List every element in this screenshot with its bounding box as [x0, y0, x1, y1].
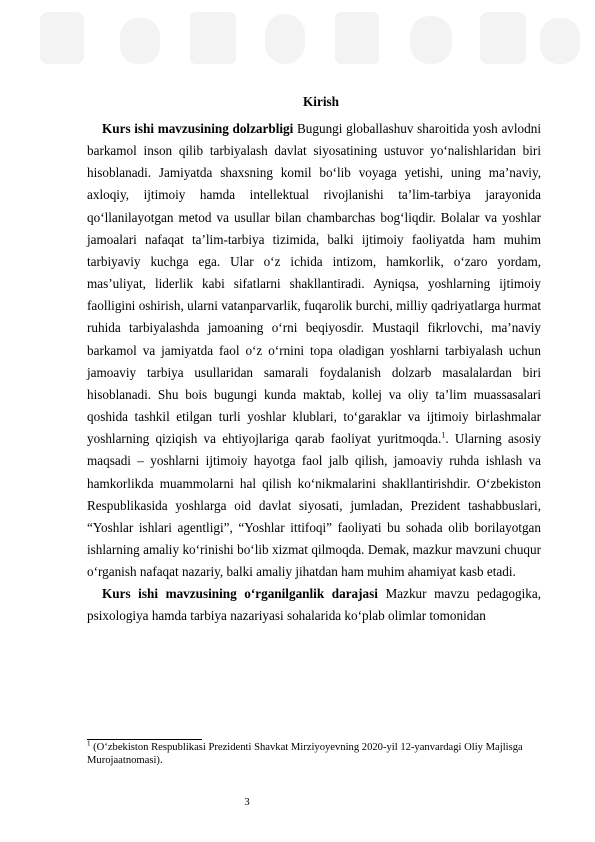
paragraph-lead: Kurs ishi mavzusining o‘rganilganlik darajasi: [102, 586, 378, 602]
footnote-separator: [87, 739, 202, 740]
footnote-text: (O‘zbekiston Respublikasi Prezidenti Shavkat Mirziyoyevning 2020-yil 12-yanvardagi Oliy Majlisga Murojaatnomasi).: [87, 742, 523, 766]
footnote-mark: 1: [87, 739, 91, 748]
paragraph-lead: Kurs ishi mavzusining dolzarbligi: [102, 121, 294, 136]
section-heading: Kirish: [303, 94, 339, 109]
page-number: 3: [244, 797, 250, 808]
main-text: [87, 118, 541, 628]
footnote-reference[interactable]: 1: [441, 430, 446, 440]
paragraph-text: . Ularning asosiy maqsadi – yoshlarni ijtimoiy hayotga faol jalb qilish, jamoaviy ruhda ishlash va hamkorlikda muammolarni hal qilish ko‘nikmalarini shakllantirishdir. O‘zbekiston Respublikasida yoshlarga oid davlat siyosati, jumladan, Prezident tashabbuslari, “Yoshlar ishlari agentligi”, “Yoshlar ittifoqi” faoliyati bu sohada olib borilayotgan ishlarning amaliy ko‘rinishi bo‘lib xizmat qilmoqda. Demak, mazkur mavzuni chuqur o‘rganish nafaqat nazariy, balki amaliy jihatdan ham muhim ahamiyat kasb etadi.: [87, 431, 541, 580]
paragraph-text: Bugungi globallashuv sharoitida yosh avlodni barkamol inson qilib tarbiyalash davlat siyosatining ustuvor yo‘nalishlaridan biri hisoblanadi. Jamiyatda shaxsning komil bo‘lib voyaga yetishi, uning ma’naviy, axloqiy, ijtimoiy hamda intellektual rivojlanishi ta’lim-tarbiya jarayonida qo‘llanilayotgan metod va usullar bilan chambarchas bog‘liqdir. Bolalar va yoshlar jamoalari nafaqat ta’lim-tarbiya tizimida, balki ijtimoiy faoliyatda ham muhim tarbiyaviy kuchga ega. Ular o‘z ichida intizom, hamkorlik, o‘zaro yordam, mas’uliyat, liderlik kabi sifatlarni shakllantiradi. Ayniqsa, yoshlarning ijtimoiy faolligini oshirish, ularni vatanparvarlik, fuqarolik burchi, milliy qadriyatlarga hurmat ruhida tarbiyalashda jamoaning o‘rni beqiyosdir. Mustaqil fikrlovchi, ma’naviy barkamol va jamiyatda faol o‘z o‘rnini topa oladigan yoshlarni tarbiyalash uchun jamoaviy tarbiya usullaridan samarali foydalanish dolzarb masalalardan biri hisoblanadi. Shu bois bugungi kunda maktab, kollej va oliy ta’lim muassasalari qoshida tashkil etilgan turli yoshlar klublari, to‘garaklar va ijtimoiy birlashmalar yoshlarning qiziqish va ehtiyojlariga qarab faoliyat yuritmoqda.: [87, 121, 541, 447]
paragraph-relevance: [87, 118, 541, 583]
paragraph-study-level: [87, 583, 541, 627]
paragraph-text: Mazkur mavzu pedagogika, psixologiya hamda tarbiya nazariyasi sohalarida ko‘plab olimlar tomonidan: [87, 586, 541, 624]
footnote: [87, 739, 541, 767]
